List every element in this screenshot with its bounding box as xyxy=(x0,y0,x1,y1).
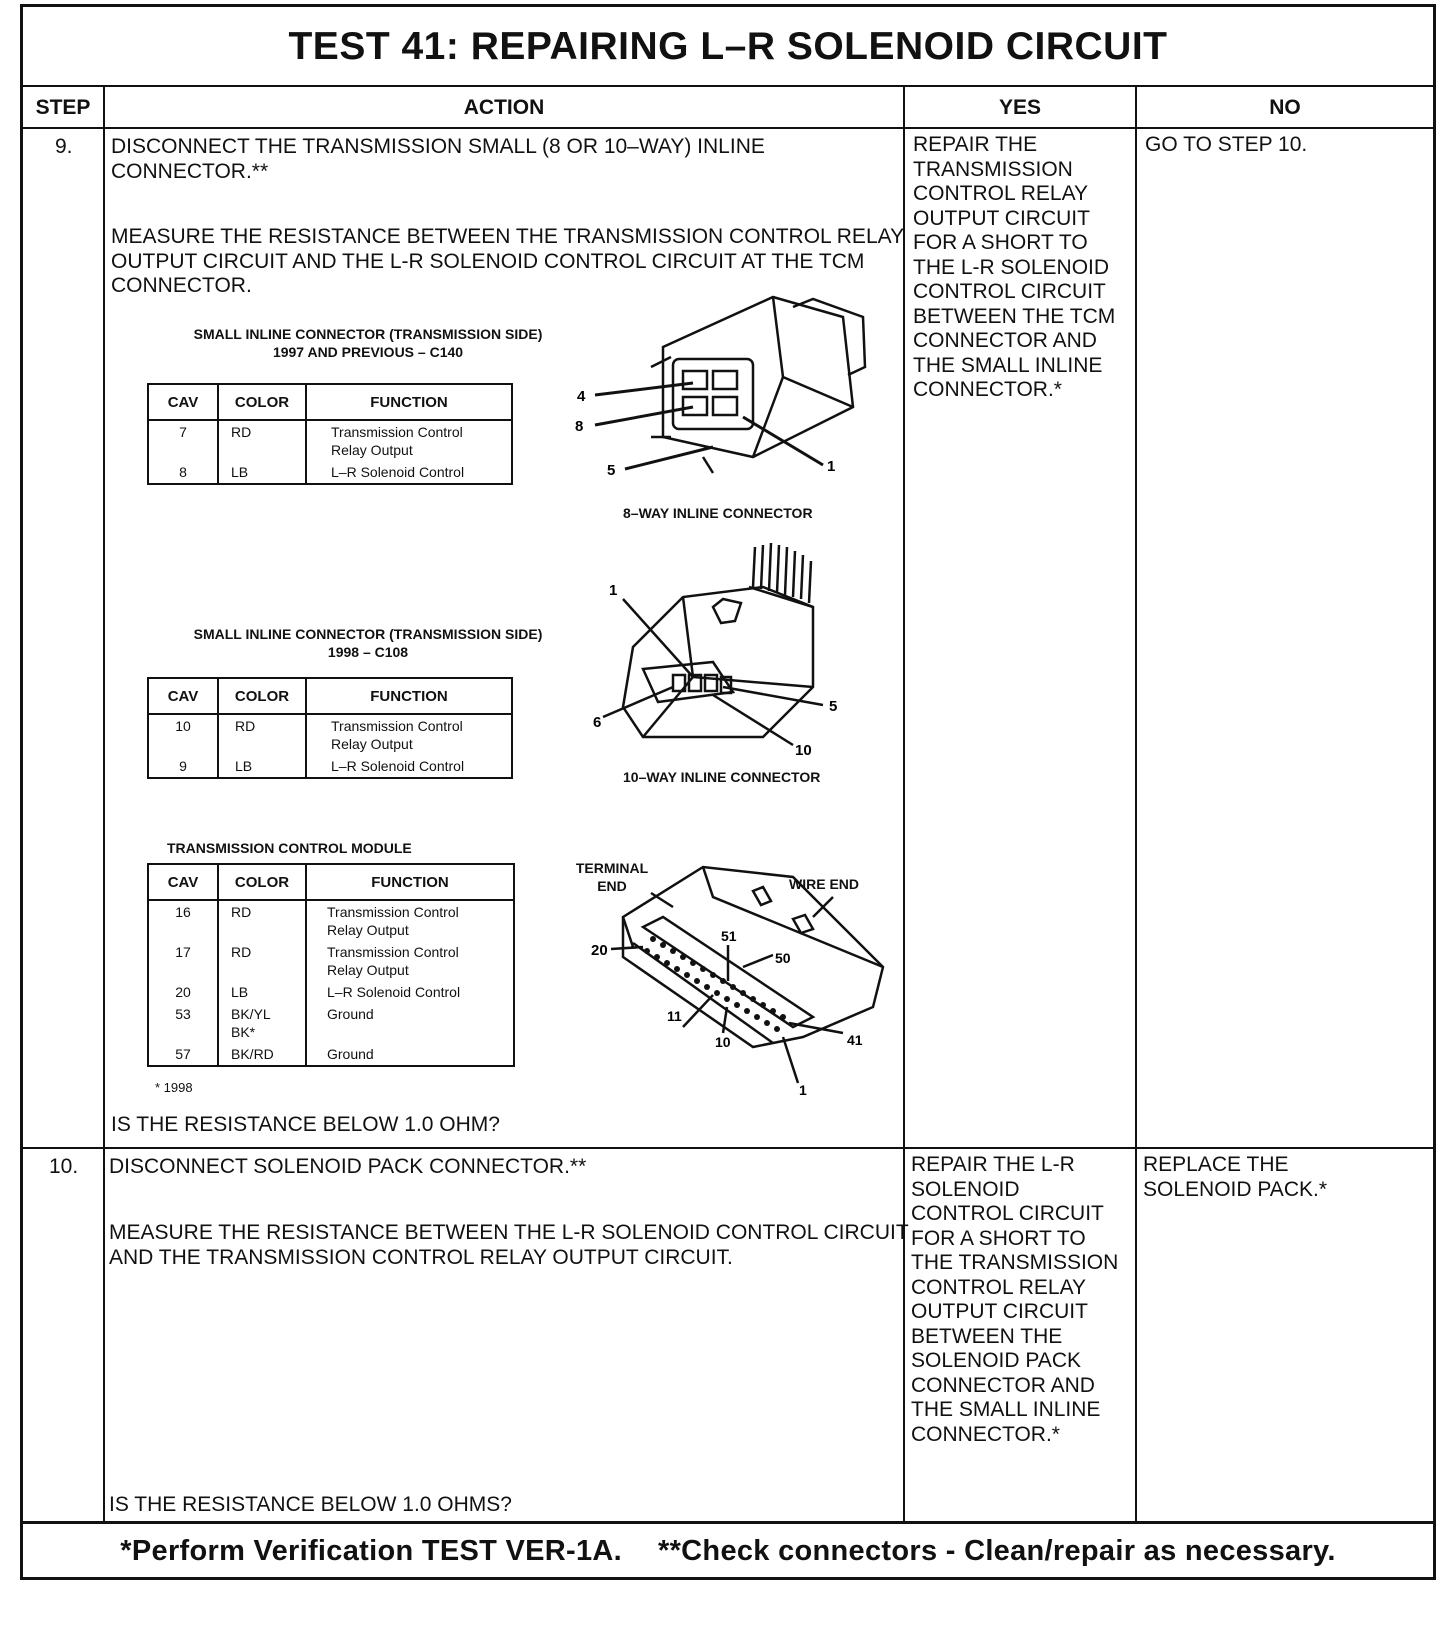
pin-label-1: 1 xyxy=(827,458,836,475)
function-cell: Transmission Control Relay Output xyxy=(306,420,512,461)
step-10-no: REPLACE THE SOLENOID PACK.* xyxy=(1143,1153,1327,1201)
pin-label-6: 6 xyxy=(593,714,602,731)
step-10-instruction: DISCONNECT SOLENOID PACK CONNECTOR.** xyxy=(109,1155,587,1178)
table-row xyxy=(148,755,512,778)
header-step: STEP xyxy=(35,96,91,119)
connector-body xyxy=(623,867,883,1047)
pin-label-10: 10 xyxy=(715,1034,731,1050)
table-row xyxy=(148,420,512,461)
table-c108-title: SMALL INLINE CONNECTOR (TRANSMISSION SIDE) 1998 – C108 xyxy=(193,626,543,660)
connector-body xyxy=(623,587,813,737)
footer-notes xyxy=(23,1525,1433,1577)
cav-cell: 16 xyxy=(175,904,191,920)
color-cell: LB xyxy=(218,755,306,778)
color-cell: LB xyxy=(218,981,306,1003)
table-row xyxy=(148,461,512,484)
step-9-number: 9. xyxy=(55,135,73,158)
header-no: NO xyxy=(1269,96,1301,119)
table-row xyxy=(148,1003,514,1043)
pin-label-5: 5 xyxy=(607,462,616,479)
column-divider-action xyxy=(903,87,905,1521)
step-9-yes: REPAIR THE TRANSMISSION CONTROL RELAY OUTPUT CIRCUIT FOR A SHORT TO THE L-R SOLENOID CONTROL CIRCUIT BETWEEN THE TCM CONNECTOR AND THE SMALL INLINE CONNECTOR.* xyxy=(913,133,1116,401)
8-way-connector-caption: 8–WAY INLINE CONNECTOR xyxy=(623,505,813,521)
pin-label-11: 11 xyxy=(667,1008,682,1024)
table-row xyxy=(148,714,512,755)
table-row xyxy=(148,1043,514,1066)
table-header-cav: CAV xyxy=(148,384,218,420)
step-divider xyxy=(23,1147,1433,1149)
pin-label-8: 8 xyxy=(575,418,584,435)
color-cell: BK/RD xyxy=(218,1043,306,1066)
8-way-connector-figure xyxy=(543,287,883,507)
step-9-instruction: DISCONNECT THE TRANSMISSION SMALL (8 OR 10–WAY) INLINE CONNECTOR.** xyxy=(111,135,765,183)
color-cell: RD xyxy=(218,420,306,461)
table-tcm-title: TRANSMISSION CONTROL MODULE xyxy=(167,840,412,856)
cav-cell: 53 xyxy=(175,1006,191,1022)
table-header-function: FUNCTION xyxy=(306,384,512,420)
pin-label-51: 51 xyxy=(721,928,737,944)
cav-cell: 8 xyxy=(179,464,187,480)
function-cell: L–R Solenoid Control xyxy=(306,755,512,778)
cav-cell: 20 xyxy=(175,984,191,1000)
step-9-measure: MEASURE THE RESISTANCE BETWEEN THE TRANSMISSION CONTROL RELAY OUTPUT CIRCUIT AND THE L-R SOLENOID CONTROL CIRCUIT AT THE TCM CONNECTOR. xyxy=(111,225,905,297)
10-way-connector-caption: 10–WAY INLINE CONNECTOR xyxy=(623,769,821,785)
header-action: ACTION xyxy=(463,96,545,119)
pin-label-10: 10 xyxy=(795,742,812,759)
step-10-number: 10. xyxy=(49,1155,79,1178)
footer-divider xyxy=(23,1521,1433,1524)
pin-label-1: 1 xyxy=(609,582,618,599)
pin-label-4: 4 xyxy=(577,388,586,405)
pin-label-50: 50 xyxy=(775,950,791,966)
terminal-end-label: TERMINAL END xyxy=(575,860,649,894)
cav-cell: 7 xyxy=(179,424,187,440)
function-cell: L–R Solenoid Control xyxy=(306,981,514,1003)
table-c108 xyxy=(147,677,513,779)
10-way-connector-figure xyxy=(563,537,863,767)
table-header-function: FUNCTION xyxy=(306,678,512,714)
table-tcm xyxy=(147,863,515,1067)
cav-cell: 9 xyxy=(179,758,187,774)
pin-label-20: 20 xyxy=(591,942,608,959)
connector-body xyxy=(663,297,853,457)
test-sheet xyxy=(20,4,1436,1580)
wire-end-label: WIRE END xyxy=(789,876,859,892)
step-9-no: GO TO STEP 10. xyxy=(1145,133,1308,156)
color-cell: BK/YL BK* xyxy=(218,1003,306,1043)
table-header-color: COLOR xyxy=(218,384,306,420)
table-row xyxy=(148,941,514,981)
pin-label-5: 5 xyxy=(829,698,838,715)
table-row xyxy=(148,981,514,1003)
table-row xyxy=(148,900,514,941)
table-c140 xyxy=(147,383,513,485)
footer-verification-note: *Perform Verification TEST VER-1A. xyxy=(120,1534,623,1567)
step-10-yes: REPAIR THE L-R SOLENOID CONTROL CIRCUIT FOR A SHORT TO THE TRANSMISSION CONTROL RELAY OUTPUT CIRCUIT BETWEEN THE SOLENOID PACK CONNECTOR AND THE SMALL INLINE CONNECTOR.* xyxy=(911,1153,1119,1446)
pin-label-1: 1 xyxy=(799,1082,807,1097)
table-footnote: * 1998 xyxy=(155,1080,193,1095)
function-cell: Transmission Control Relay Output xyxy=(306,900,514,941)
step-10-measure: MEASURE THE RESISTANCE BETWEEN THE L-R SOLENOID CONTROL CIRCUIT AND THE TRANSMISSION CONTROL RELAY OUTPUT CIRCUIT. xyxy=(109,1221,909,1269)
header-yes: YES xyxy=(998,96,1042,119)
function-cell: Transmission Control Relay Output xyxy=(306,941,514,981)
table-header-color: COLOR xyxy=(218,678,306,714)
column-divider-yes xyxy=(1135,87,1137,1521)
color-cell: RD xyxy=(218,941,306,981)
cav-cell: 10 xyxy=(175,718,191,734)
cav-cell: 57 xyxy=(175,1046,191,1062)
table-c140-title: SMALL INLINE CONNECTOR (TRANSMISSION SIDE) 1997 AND PREVIOUS – C140 xyxy=(193,326,543,360)
color-cell: RD xyxy=(218,900,306,941)
column-divider-step xyxy=(103,87,105,1521)
table-header-cav: CAV xyxy=(148,864,218,900)
step-9-question: IS THE RESISTANCE BELOW 1.0 OHM? xyxy=(111,1113,500,1136)
cav-cell: 17 xyxy=(175,944,191,960)
table-header-function: FUNCTION xyxy=(306,864,514,900)
function-cell: Ground xyxy=(306,1003,514,1043)
color-cell: RD xyxy=(218,714,306,755)
table-header-cav: CAV xyxy=(148,678,218,714)
step-10-question: IS THE RESISTANCE BELOW 1.0 OHMS? xyxy=(109,1493,512,1516)
table-header-color: COLOR xyxy=(218,864,306,900)
color-cell: LB xyxy=(218,461,306,484)
function-cell: L–R Solenoid Control xyxy=(306,461,512,484)
function-cell: Transmission Control Relay Output xyxy=(306,714,512,755)
function-cell: Ground xyxy=(306,1043,514,1066)
footer-connector-note: **Check connectors - Clean/repair as necessary. xyxy=(658,1534,1336,1567)
page-title: TEST 41: REPAIRING L–R SOLENOID CIRCUIT xyxy=(288,25,1168,68)
pin-label-41: 41 xyxy=(847,1032,863,1048)
